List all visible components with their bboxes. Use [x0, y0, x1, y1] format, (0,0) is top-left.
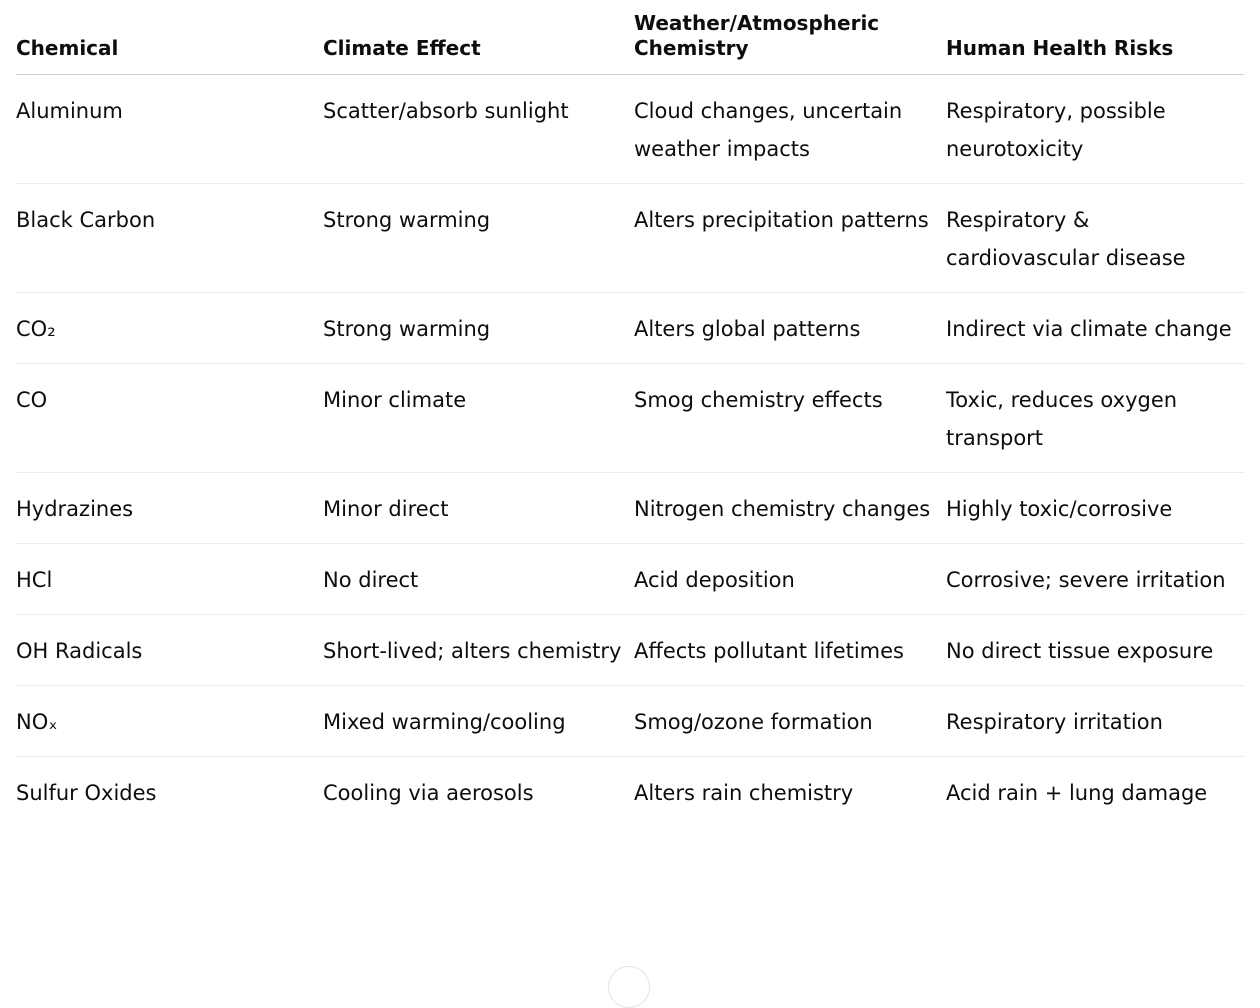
cell-chemical: CO	[16, 364, 323, 473]
cell-climate-effect: Mixed warming/cooling	[323, 686, 634, 757]
cell-chemical: OH Radicals	[16, 615, 323, 686]
table-row	[16, 293, 1244, 364]
cell-health-risks: Acid rain + lung damage	[946, 781, 1208, 805]
cell-climate-effect: Minor climate	[323, 364, 634, 473]
cell-health-risks: Respiratory irritation	[946, 686, 1244, 757]
header-chemical: Chemical	[16, 0, 323, 75]
header-human-health-risks: Human Health Risks	[946, 0, 1244, 75]
cell-climate-effect: Minor direct	[323, 473, 634, 544]
table-row	[16, 544, 1244, 615]
cell-chemical: NOₓ	[16, 686, 323, 757]
table-row	[16, 615, 1244, 686]
cell-health-risks: Respiratory & cardiovascular disease	[946, 184, 1244, 293]
cell-health-risks: No direct tissue exposure	[946, 615, 1244, 686]
chemical-effects-table	[16, 0, 1244, 827]
cell-chemical: Aluminum	[16, 75, 323, 184]
header-weather-atmospheric-chemistry: Weather/Atmospheric Chemistry	[634, 0, 946, 75]
table-row	[16, 473, 1244, 544]
table-row	[16, 757, 1244, 828]
cell-health-risks: Indirect via climate change	[946, 293, 1244, 364]
cell-weather-chemistry: Affects pollutant lifetimes	[634, 615, 946, 686]
cell-chemical: CO₂	[16, 293, 323, 364]
cell-chemical: Sulfur Oxides	[16, 781, 157, 805]
cell-climate-effect: Short-lived; alters chemistry	[323, 615, 634, 686]
cell-climate-effect: Cooling via aerosols	[323, 781, 534, 805]
cell-climate-effect: Strong warming	[323, 184, 634, 293]
cell-chemical: Black Carbon	[16, 184, 323, 293]
cell-weather-chemistry: Smog/ozone formation	[634, 686, 946, 757]
cell-weather-chemistry: Acid deposition	[634, 544, 946, 615]
cell-weather-chemistry: Alters precipitation patterns	[634, 184, 946, 293]
cell-health-risks: Highly toxic/corrosive	[946, 473, 1244, 544]
cell-health-risks: Toxic, reduces oxygen transport	[946, 364, 1244, 473]
scroll-down-button[interactable]	[608, 966, 650, 1008]
cell-weather-chemistry: Cloud changes, uncertain weather impacts	[634, 75, 946, 184]
cell-health-risks: Corrosive; severe irritation	[946, 544, 1244, 615]
cell-weather-chemistry: Alters rain chemistry	[634, 781, 854, 805]
cell-climate-effect: Strong warming	[323, 293, 634, 364]
cell-weather-chemistry: Nitrogen chemistry changes	[634, 473, 946, 544]
cell-health-risks: Respiratory, possible neurotoxicity	[946, 75, 1244, 184]
table-row	[16, 686, 1244, 757]
cell-weather-chemistry: Smog chemistry effects	[634, 364, 946, 473]
table-row	[16, 364, 1244, 473]
header-row	[16, 0, 1244, 75]
cell-climate-effect: Scatter/absorb sunlight	[323, 75, 634, 184]
table-body	[16, 75, 1244, 828]
table-row	[16, 75, 1244, 184]
cell-chemical: HCl	[16, 544, 323, 615]
cell-chemical: Hydrazines	[16, 473, 323, 544]
table-header	[16, 0, 1244, 75]
header-climate-effect: Climate Effect	[323, 0, 634, 75]
chemical-effects-table-container	[16, 0, 1244, 827]
cell-climate-effect: No direct	[323, 544, 634, 615]
table-row	[16, 184, 1244, 293]
cell-weather-chemistry: Alters global patterns	[634, 293, 946, 364]
